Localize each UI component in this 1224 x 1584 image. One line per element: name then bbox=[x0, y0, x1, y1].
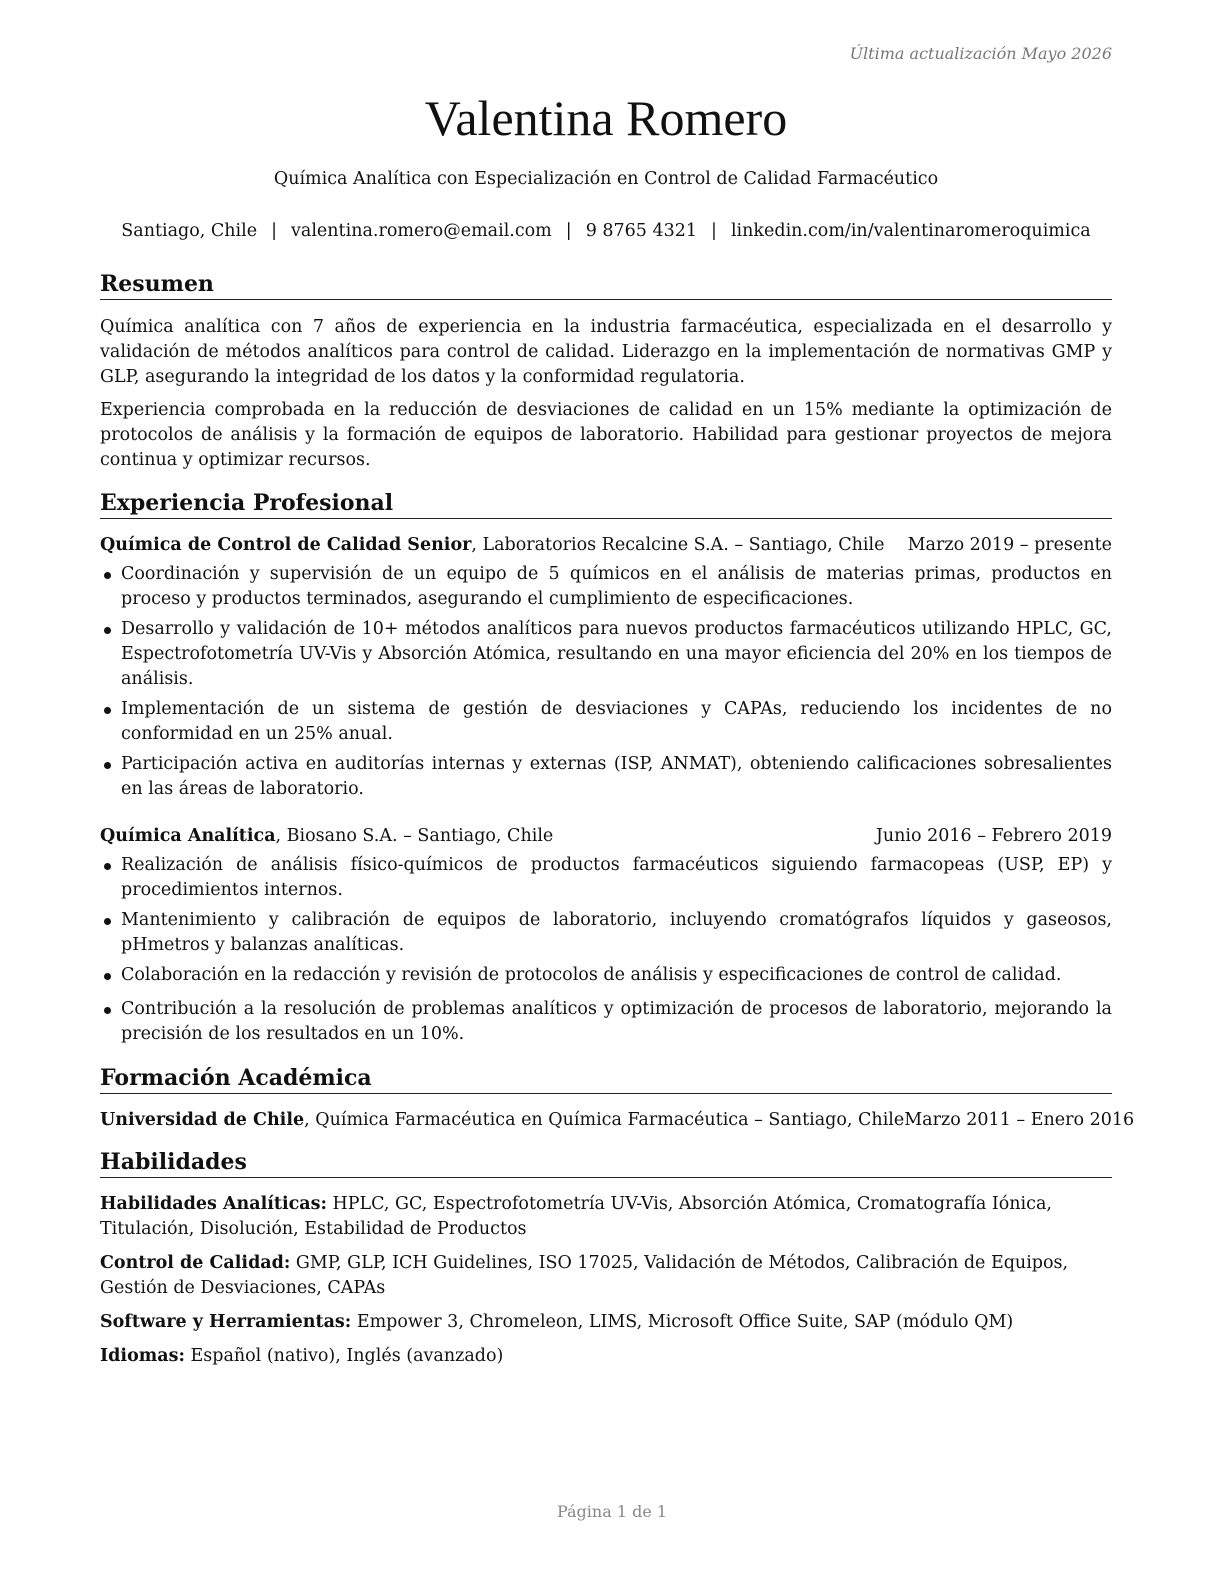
education-dates: Marzo 2011 – Enero 2016 bbox=[904, 1110, 1135, 1130]
contact-linkedin[interactable]: linkedin.com/in/valentinaromeroquimica bbox=[730, 221, 1091, 241]
job-role: Química de Control de Calidad Senior bbox=[100, 535, 472, 555]
section-heading: Habilidades bbox=[100, 1148, 1112, 1178]
professional-title: Química Analítica con Especialización en Control de Calidad Farmacéutico bbox=[273, 169, 939, 189]
job-bullet: Coordinación y supervisión de un equipo de 5 químicos en el análisis de materias primas, productos en proceso y productos terminados, asegurando el cumplimiento de especificaciones. bbox=[100, 562, 1112, 612]
job-dates: Marzo 2019 – presente bbox=[907, 535, 1112, 555]
last-updated: Última actualización Mayo 2026 bbox=[849, 44, 1112, 63]
skill-line bbox=[100, 1344, 1112, 1369]
skills-section bbox=[100, 1148, 1112, 1369]
job-bullets bbox=[100, 562, 1112, 802]
contact-email[interactable]: valentina.romero@email.com bbox=[291, 221, 552, 241]
job-bullet: Mantenimiento y calibración de equipos de laboratorio, incluyendo cromatógrafos líquidos y gaseosos, pHmetros y balanzas analíticas. bbox=[100, 908, 1112, 958]
education-entry bbox=[100, 1108, 1135, 1133]
skill-label: Software y Herramientas: bbox=[100, 1312, 352, 1332]
job-bullet: Colaboración en la redacción y revisión de protocolos de análisis y especificaciones de control de calidad. bbox=[100, 963, 1112, 988]
section-heading: Experiencia Profesional bbox=[100, 489, 1112, 519]
skill-value: GMP, GLP, ICH Guidelines, ISO 17025, Validación de Métodos, Calibración de Equipos, Gestión de Desviaciones, CAPAs bbox=[100, 1253, 1069, 1298]
job-role: Química Analítica bbox=[100, 826, 276, 846]
job-bullets bbox=[100, 853, 1112, 1047]
experience-section bbox=[100, 489, 1112, 1047]
contact-separator: | bbox=[711, 221, 717, 241]
job-bullet: Participación activa en auditorías internas y externas (ISP, ANMAT), obteniendo calificaciones sobresalientes en las áreas de laboratorio. bbox=[100, 752, 1112, 802]
section-heading: Resumen bbox=[100, 270, 1112, 300]
page-number: Página 1 de 1 bbox=[556, 1502, 668, 1521]
education-degree: , Química Farmacéutica en Química Farmacéutica – Santiago, Chile bbox=[304, 1110, 905, 1130]
job-bullet: Contribución a la resolución de problemas analíticos y optimización de procesos de laboratorio, mejorando la precisión de los resultados en un 10%. bbox=[100, 997, 1112, 1047]
skill-line bbox=[100, 1192, 1112, 1242]
skill-value: HPLC, GC, Espectrofotometría UV-Vis, Absorción Atómica, Cromatografía Iónica, Titulación, Disolución, Estabilidad de Productos bbox=[100, 1194, 1052, 1239]
skill-line bbox=[100, 1310, 1112, 1335]
job-bullet: Desarrollo y validación de 10+ métodos analíticos para nuevos productos farmacéuticos utilizando HPLC, GC, Espectrofotometría UV-Vis y Absorción Atómica, resultando en una mayor eficiencia del 20% en los tiempos de análisis. bbox=[100, 617, 1112, 692]
skill-value: Español (nativo), Inglés (avanzado) bbox=[184, 1346, 504, 1366]
education-section bbox=[100, 1064, 1135, 1133]
job-entry bbox=[100, 824, 1112, 1047]
job-entry bbox=[100, 533, 1112, 802]
education-school: Universidad de Chile bbox=[100, 1110, 305, 1130]
summary-paragraph: Experiencia comprobada en la reducción de desviaciones de calidad en un 15% mediante la optimización de protocolos de análisis y la formación de equipos de laboratorio. Habilidad para gestionar proyectos de mejora continua y optimizar recursos. bbox=[100, 400, 1112, 470]
skill-label: Idiomas: bbox=[100, 1346, 185, 1366]
job-bullet: Implementación de un sistema de gestión de desviaciones y CAPAs, reduciendo los incidentes de no conformidad en un 25% anual. bbox=[100, 697, 1112, 747]
skill-value: Empower 3, Chromeleon, LIMS, Microsoft Office Suite, SAP (módulo QM) bbox=[351, 1312, 1014, 1332]
job-company: , Biosano S.A. – Santiago, Chile bbox=[275, 826, 554, 846]
skill-line bbox=[100, 1251, 1112, 1301]
section-heading: Formación Académica bbox=[100, 1064, 1112, 1094]
job-company: , Laboratorios Recalcine S.A. – Santiago, Chile bbox=[471, 535, 885, 555]
job-dates: Junio 2016 – Febrero 2019 bbox=[875, 826, 1112, 846]
candidate-name: Valentina Romero bbox=[424, 90, 788, 146]
contact-location: Santiago, Chile bbox=[121, 221, 258, 241]
summary-section bbox=[100, 270, 1112, 473]
contact-separator: | bbox=[271, 221, 278, 241]
job-header bbox=[100, 824, 1112, 849]
contact-phone: 9 8765 4321 bbox=[585, 221, 698, 241]
summary-paragraph: Química analítica con 7 años de experiencia en la industria farmacéutica, especializada en el desarrollo y validación de métodos analíticos para control de calidad. Liderazgo en la implementación de normativas GMP y GLP, asegurando la integridad de los datos y la conformidad regulatoria. bbox=[100, 317, 1112, 387]
contact-line bbox=[100, 220, 1112, 242]
job-bullet: Realización de análisis físico-químicos de productos farmacéuticos siguiendo farmacopeas (USP, EP) y procedimientos internos. bbox=[100, 853, 1112, 903]
skill-label: Control de Calidad: bbox=[100, 1253, 291, 1273]
job-header bbox=[100, 533, 1112, 558]
skill-label: Habilidades Analíticas: bbox=[100, 1194, 327, 1214]
contact-separator: | bbox=[565, 221, 572, 241]
